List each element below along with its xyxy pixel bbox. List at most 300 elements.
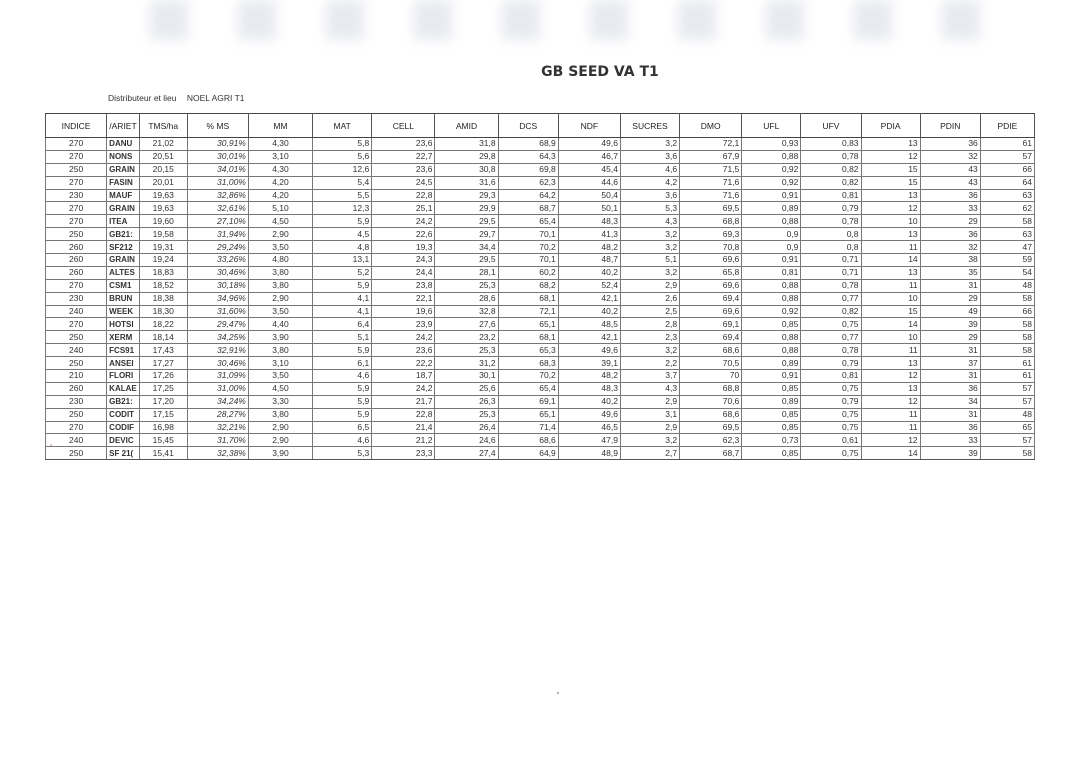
table-cell: 6,4 [313,318,372,331]
table-cell: ITEA [107,215,140,228]
table-cell: 25,3 [435,408,498,421]
table-cell: 0,88 [742,215,801,228]
table-cell: 57 [980,382,1034,395]
table-cell: 26,3 [435,395,498,408]
column-header: MAT [313,114,372,138]
table-cell: 5,1 [313,331,372,344]
table-cell: 64,2 [498,189,558,202]
table-cell: 25,3 [435,344,498,357]
table-row [46,241,1035,254]
table-cell: 58 [980,292,1034,305]
table-cell: 31 [920,408,980,421]
table-cell: 23,6 [372,163,435,176]
table-cell: 240 [46,344,107,357]
table-cell: 22,7 [372,150,435,163]
table-cell: 4,80 [248,254,312,267]
table-cell: 68,6 [680,344,742,357]
table-cell: 36 [920,138,980,151]
table-cell: 32,91% [187,344,248,357]
table-cell: 69,1 [498,395,558,408]
table-cell: 61 [980,357,1034,370]
table-cell: GRAIN [107,254,140,267]
table-cell: 40,2 [558,395,620,408]
table-cell: 0,9 [742,241,801,254]
table-cell: CODIF [107,421,140,434]
column-header: DMO [680,114,742,138]
column-header: AMID [435,114,498,138]
table-cell: 0,79 [801,357,861,370]
table-cell: 17,43 [139,344,187,357]
table-cell: 250 [46,408,107,421]
table-row [46,189,1035,202]
table-cell: 18,14 [139,331,187,344]
table-row [46,344,1035,357]
table-cell: 34,96% [187,292,248,305]
table-cell: 65 [980,421,1034,434]
table-cell: 4,6 [313,434,372,447]
table-row [46,370,1035,383]
table-cell: 30,18% [187,279,248,292]
table-cell: 14 [861,447,920,460]
column-header: SUCRES [620,114,679,138]
table-cell: 70 [680,370,742,383]
distributor-value: NOEL AGRI T1 [186,93,245,103]
table-cell: 47,9 [558,434,620,447]
table-cell: 0,91 [742,189,801,202]
table-cell: 13 [861,138,920,151]
column-header: INDICE [46,114,107,138]
table-cell: 66 [980,305,1034,318]
table-cell: 65,3 [498,344,558,357]
table-cell: DANU [107,138,140,151]
table-row [46,163,1035,176]
table-cell: 46,5 [558,421,620,434]
table-cell: 19,3 [372,241,435,254]
table-cell: 3,2 [620,344,679,357]
table-cell: 37 [920,357,980,370]
table-cell: 0,81 [742,266,801,279]
table-cell: 65,4 [498,215,558,228]
table-cell: 43 [920,163,980,176]
table-row [46,447,1035,460]
table-cell: 0,75 [801,382,861,395]
table-cell: 33,26% [187,254,248,267]
table-cell: 17,26 [139,370,187,383]
table-cell: 26,4 [435,421,498,434]
table-cell: 2,9 [620,279,679,292]
table-cell: 63 [980,228,1034,241]
table-cell: 11 [861,279,920,292]
table-cell: 21,2 [372,434,435,447]
table-cell: 0,88 [742,292,801,305]
table-cell: 57 [980,434,1034,447]
table-cell: 0,75 [801,421,861,434]
table-cell: 12 [861,370,920,383]
table-cell: 32 [920,241,980,254]
table-cell: 49,6 [558,408,620,421]
table-cell: 3,50 [248,305,312,318]
table-cell: 4,6 [620,163,679,176]
table-cell: 68,7 [498,202,558,215]
table-cell: 70,5 [680,357,742,370]
table-cell: 6,1 [313,357,372,370]
table-cell: 19,60 [139,215,187,228]
scan-speck [557,692,559,694]
table-cell: 66 [980,163,1034,176]
table-cell: 0,75 [801,408,861,421]
table-cell: 14 [861,318,920,331]
table-cell: 30,91% [187,138,248,151]
table-cell: 0,92 [742,163,801,176]
table-cell: 23,8 [372,279,435,292]
table-cell: 29,7 [435,228,498,241]
table-cell: 25,3 [435,279,498,292]
table-cell: 24,2 [372,331,435,344]
table-cell: 21,7 [372,395,435,408]
table-cell: 0,85 [742,318,801,331]
column-header: PDIN [920,114,980,138]
table-cell: 2,90 [248,292,312,305]
table-cell: FCS91 [107,344,140,357]
table-cell: 67,9 [680,150,742,163]
table-cell: 17,27 [139,357,187,370]
table-cell: 36 [920,382,980,395]
table-cell: 48,3 [558,382,620,395]
table-cell: 70,8 [680,241,742,254]
table-cell: 24,6 [435,434,498,447]
table-cell: MAUF [107,189,140,202]
table-cell: 43 [920,176,980,189]
table-cell: 50,4 [558,189,620,202]
table-cell: 270 [46,138,107,151]
table-cell: 12 [861,202,920,215]
table-cell: 3,2 [620,434,679,447]
table-cell: 10 [861,292,920,305]
table-cell: 3,30 [248,395,312,408]
table-cell: 24,2 [372,215,435,228]
table-cell: GB21: [107,395,140,408]
table-cell: 0,8 [801,241,861,254]
table-cell: 39,1 [558,357,620,370]
table-cell: 270 [46,279,107,292]
table-cell: 30,46% [187,357,248,370]
table-cell: 25,1 [372,202,435,215]
table-cell: 4,1 [313,305,372,318]
table-cell: 22,8 [372,189,435,202]
table-cell: 0,92 [742,176,801,189]
table-cell: 62,3 [680,434,742,447]
table-cell: 0,93 [742,138,801,151]
table-cell: 18,22 [139,318,187,331]
table-cell: 12,3 [313,202,372,215]
table-cell: 39 [920,318,980,331]
table-cell: 31,60% [187,305,248,318]
table-cell: 29 [920,292,980,305]
table-cell: 15 [861,163,920,176]
table-cell: 65,8 [680,266,742,279]
table-cell: 2,90 [248,434,312,447]
table-cell: 45,4 [558,163,620,176]
table-cell: 270 [46,421,107,434]
table-cell: 48 [980,279,1034,292]
table-cell: 49 [920,305,980,318]
table-cell: 5,9 [313,382,372,395]
table-cell: 18,83 [139,266,187,279]
table-cell: 68,8 [680,215,742,228]
table-cell: 0,88 [742,279,801,292]
table-cell: 32,38% [187,447,248,460]
table-cell: 69,8 [498,163,558,176]
table-cell: 68,1 [498,292,558,305]
table-cell: 29,47% [187,318,248,331]
table-cell: 0,88 [742,150,801,163]
table-cell: GRAIN [107,163,140,176]
table-cell: 0,77 [801,292,861,305]
table-cell: 15,41 [139,447,187,460]
table-cell: 31,00% [187,176,248,189]
table-cell: 64 [980,176,1034,189]
table-cell: 34,24% [187,395,248,408]
table-cell: 19,31 [139,241,187,254]
table-cell: 2,90 [248,228,312,241]
table-row [46,138,1035,151]
table-cell: 240 [46,305,107,318]
table-cell: 68,6 [498,434,558,447]
table-cell: 3,80 [248,344,312,357]
table-cell: 70,1 [498,254,558,267]
table-cell: 0,75 [801,318,861,331]
table-cell: 20,51 [139,150,187,163]
table-cell: 58 [980,344,1034,357]
table-cell: 3,10 [248,150,312,163]
distributor-line [108,93,245,103]
table-cell: 59 [980,254,1034,267]
scan-speck [50,444,52,446]
table-cell: 65,1 [498,318,558,331]
table-cell: 31,09% [187,370,248,383]
table-cell: 40,2 [558,305,620,318]
table-cell: 68,6 [680,408,742,421]
table-row [46,408,1035,421]
table-cell: 4,30 [248,163,312,176]
table-cell: 42,1 [558,331,620,344]
table-cell: 4,1 [313,292,372,305]
table-cell: 72,1 [498,305,558,318]
table-cell: WEEK [107,305,140,318]
column-header: TMS/ha [139,114,187,138]
table-cell: 31 [920,279,980,292]
table-cell: CSM1 [107,279,140,292]
table-cell: 260 [46,266,107,279]
table-cell: 3,80 [248,279,312,292]
table-cell: 5,3 [313,447,372,460]
table-cell: ALTES [107,266,140,279]
table-cell: 29,8 [435,150,498,163]
table-cell: 0,89 [742,395,801,408]
table-cell: 30,46% [187,266,248,279]
table-cell: 5,9 [313,215,372,228]
table-cell: CODIT [107,408,140,421]
table-cell: 34 [920,395,980,408]
table-cell: 0,81 [801,370,861,383]
table-cell: 23,2 [435,331,498,344]
table-cell: 19,24 [139,254,187,267]
table-cell: 19,6 [372,305,435,318]
table-cell: 5,9 [313,279,372,292]
table-row [46,176,1035,189]
table-cell: 0,91 [742,370,801,383]
table-cell: 69,5 [680,202,742,215]
table-cell: 3,2 [620,241,679,254]
table-cell: 62,3 [498,176,558,189]
column-header: DCS [498,114,558,138]
table-cell: 0,73 [742,434,801,447]
table-cell: 4,30 [248,138,312,151]
table-cell: 230 [46,189,107,202]
table-cell: 11 [861,408,920,421]
table-cell: 49,6 [558,138,620,151]
table-cell: 31,70% [187,434,248,447]
table-cell: 22,2 [372,357,435,370]
table-cell: 0,81 [801,189,861,202]
table-cell: 28,6 [435,292,498,305]
table-cell: GB21: [107,228,140,241]
table-cell: 10 [861,331,920,344]
table-cell: 60,2 [498,266,558,279]
table-cell: 49,6 [558,344,620,357]
table-cell: 11 [861,421,920,434]
table-cell: 15 [861,176,920,189]
table-cell: 28,27% [187,408,248,421]
table-cell: 31,2 [435,357,498,370]
table-cell: 3,90 [248,447,312,460]
table-cell: 230 [46,292,107,305]
table-cell: 5,10 [248,202,312,215]
table-cell: 3,1 [620,408,679,421]
table-cell: 3,50 [248,241,312,254]
table-cell: 5,2 [313,266,372,279]
table-cell: 32,21% [187,421,248,434]
table-cell: 16,98 [139,421,187,434]
table-row [46,202,1035,215]
table-cell: 21,02 [139,138,187,151]
table-cell: 17,20 [139,395,187,408]
table-cell: 54 [980,266,1034,279]
table-cell: 32,86% [187,189,248,202]
table-cell: 17,25 [139,382,187,395]
table-cell: 29 [920,331,980,344]
table-cell: 52,4 [558,279,620,292]
table-cell: 33 [920,434,980,447]
table-row [46,279,1035,292]
table-cell: 69,1 [680,318,742,331]
table-cell: 50,1 [558,202,620,215]
table-cell: 58 [980,331,1034,344]
table-row [46,266,1035,279]
table-cell: 4,5 [313,228,372,241]
table-cell: 270 [46,202,107,215]
table-cell: 230 [46,395,107,408]
table-cell: 58 [980,215,1034,228]
analysis-table [45,113,1035,460]
table-cell: 3,2 [620,138,679,151]
table-cell: 41,3 [558,228,620,241]
table-row [46,357,1035,370]
table-cell: 0,82 [801,163,861,176]
table-cell: 31,8 [435,138,498,151]
table-cell: BRUN [107,292,140,305]
table-cell: 15 [861,305,920,318]
table-cell: 36 [920,228,980,241]
table-cell: 13 [861,266,920,279]
table-cell: 4,50 [248,215,312,228]
table-cell: 3,2 [620,266,679,279]
table-cell: GRAIN [107,202,140,215]
table-cell: FASIN [107,176,140,189]
table-cell: 0,78 [801,215,861,228]
column-header: % MS [187,114,248,138]
table-cell: 29 [920,215,980,228]
table-cell: 13 [861,382,920,395]
table-cell: HOTSI [107,318,140,331]
table-cell: 65,1 [498,408,558,421]
table-cell: 13 [861,189,920,202]
table-cell: 18,7 [372,370,435,383]
table-cell: 48,3 [558,215,620,228]
table-cell: 31,94% [187,228,248,241]
table-cell: 32,61% [187,202,248,215]
table-cell: DEVIC [107,434,140,447]
table-cell: 0,85 [742,421,801,434]
table-cell: 27,10% [187,215,248,228]
table-cell: 48 [980,408,1034,421]
table-cell: 48,9 [558,447,620,460]
table-cell: 30,01% [187,150,248,163]
table-row [46,292,1035,305]
table-cell: 61 [980,138,1034,151]
table-cell: 40,2 [558,266,620,279]
table-cell: 28,1 [435,266,498,279]
table-cell: 22,8 [372,408,435,421]
table-cell: 0,71 [801,254,861,267]
table-cell: FLORI [107,370,140,383]
table-cell: 4,40 [248,318,312,331]
table-cell: 63 [980,189,1034,202]
table-row [46,305,1035,318]
table-cell: 5,8 [313,138,372,151]
table-cell: 24,5 [372,176,435,189]
table-cell: 71,5 [680,163,742,176]
table-cell: 260 [46,382,107,395]
table-cell: 57 [980,150,1034,163]
table-cell: 30,8 [435,163,498,176]
table-cell: 250 [46,163,107,176]
table-cell: 0,78 [801,150,861,163]
table-cell: 17,15 [139,408,187,421]
table-cell: 13 [861,228,920,241]
table-cell: 260 [46,254,107,267]
table-cell: 64,3 [498,150,558,163]
table-row [46,215,1035,228]
table-row [46,421,1035,434]
table-cell: 2,6 [620,292,679,305]
table-cell: 29,3 [435,189,498,202]
table-row [46,382,1035,395]
table-cell: 0,9 [742,228,801,241]
table-cell: 4,50 [248,382,312,395]
table-cell: 3,7 [620,370,679,383]
table-cell: 29,24% [187,241,248,254]
